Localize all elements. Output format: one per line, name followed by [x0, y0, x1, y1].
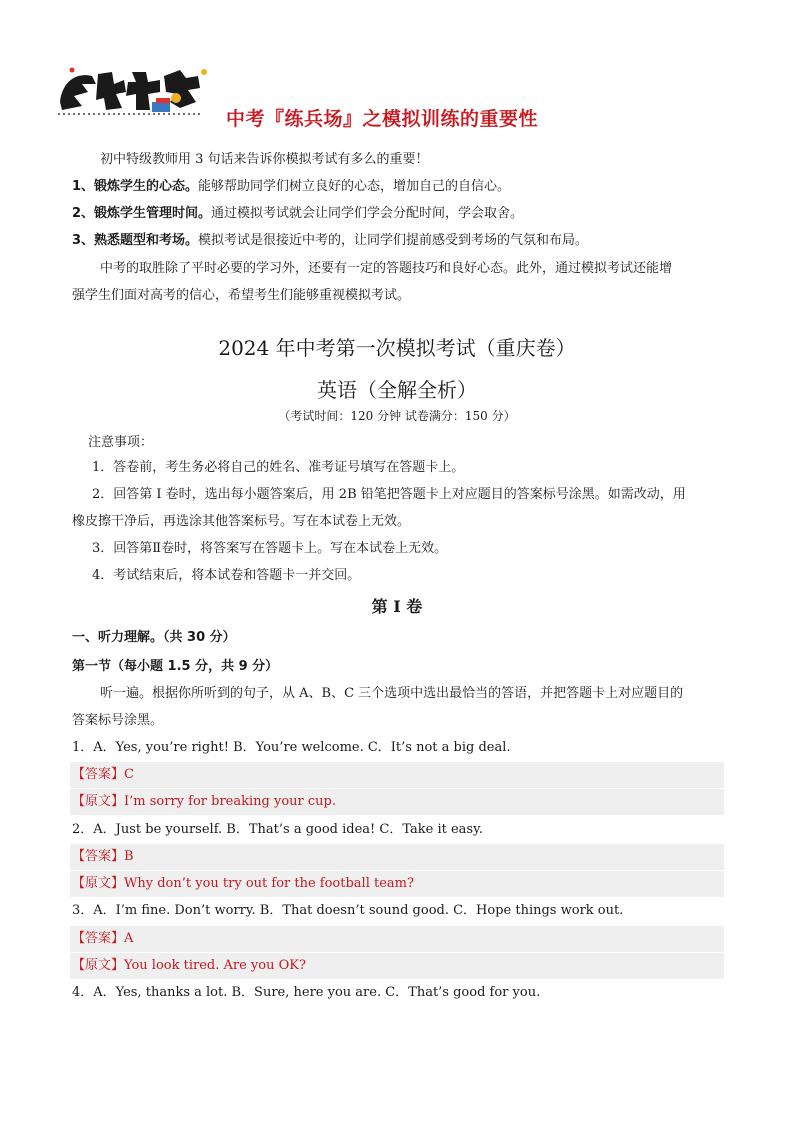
intro-closing-line-1: 中考的取胜除了平时必要的学习外，还要有一定的答题技巧和良好心态。此外，通过模拟考试还能增: [100, 261, 673, 276]
notes-item-4: 4．考试结束后，将本试卷和答题卡一并交回。: [92, 568, 361, 583]
exam-info: （考试时间：120 分钟 试卷满分：150 分）: [278, 409, 516, 423]
logo: [52, 62, 214, 122]
question-4-stem: 4．A．Yes, thanks a lot. B．Sure, here you are. C．That’s good for you.: [72, 985, 541, 1000]
intro-point-head: 2、锻炼学生管理时间。: [72, 206, 212, 221]
source-text: Why don’t you try out for the football team?: [124, 876, 414, 891]
instruction-line-2: 答案标号涂黑。: [72, 713, 164, 728]
intro-point-2: [72, 204, 523, 224]
source-tag: 【原文】: [72, 794, 125, 809]
answer-value: A: [124, 931, 134, 946]
intro-point-1: [72, 177, 510, 197]
answer-tag: 【答案】: [72, 849, 125, 864]
intro-point-head: 3、熟悉题型和考场。: [72, 233, 199, 248]
source-text: You look tired. Are you OK?: [124, 958, 306, 973]
notes-item-2-cont: 橡皮擦干净后，再选涂其他答案标号。写在本试卷上无效。: [72, 514, 411, 529]
question-1-answer: [70, 762, 724, 788]
answer-tag: 【答案】: [72, 767, 125, 782]
notes-item-3: 3．回答第Ⅱ卷时，将答案写在答题卡上。写在本试卷上无效。: [92, 541, 448, 556]
intro-lead: 初中特级教师用 3 句话来告诉你模拟考试有多么的重要！: [100, 152, 429, 167]
notes-item-1: 1．答卷前，考生务必将自己的姓名、准考证号填写在答题卡上。: [92, 460, 465, 475]
source-tag: 【原文】: [72, 876, 125, 891]
exam-title: 2024 年中考第一次模拟考试（重庆卷）: [218, 336, 576, 360]
intro-closing-line-2: 强学生们面对高考的信心，希望考生们能够重视模拟考试。: [72, 288, 411, 303]
question-2-source: [70, 871, 724, 897]
banner-title: 中考『练兵场』之模拟训练的重要性: [226, 108, 539, 130]
intro-point-head: 1、锻炼学生的心态。: [72, 179, 199, 194]
question-3-source: [70, 953, 724, 979]
question-2-answer: [70, 844, 724, 870]
answer-tag: 【答案】: [72, 931, 125, 946]
notes-heading: 注意事项：: [88, 435, 154, 450]
question-2-stem: 2．A．Just be yourself. B．That’s a good idea! C．Take it easy.: [72, 822, 483, 837]
source-text: I’m sorry for breaking your cup.: [124, 794, 336, 809]
source-tag: 【原文】: [72, 958, 125, 973]
section-heading: 一、听力理解。（共 30 分）: [72, 630, 236, 645]
subsection-heading: 第一节（每小题 1.5 分，共 9 分）: [72, 659, 279, 674]
intro-point-text: 模拟考试是很接近中考的，让同学们提前感受到考场的气氛和布局。: [198, 233, 589, 248]
subject-title: 英语（全解全析）: [317, 378, 477, 402]
answer-value: C: [124, 767, 134, 782]
question-1-stem: 1．A．Yes, you’re right! B．You’re welcome. C．It’s not a big deal.: [72, 740, 511, 755]
question-3-answer: [70, 926, 724, 952]
instruction-line-1: 听一遍。根据你所听到的句子，从 A、B、C 三个选项中选出最恰当的答语，并把答题卡上对应题目的: [100, 686, 684, 701]
intro-point-text: 通过模拟考试就会让同学们学会分配时间，学会取舍。: [211, 206, 524, 221]
question-1-source: [70, 789, 724, 815]
intro-point-text: 能够帮助同学们树立良好的心态，增加自己的自信心。: [198, 179, 511, 194]
question-3-stem: 3．A．I’m fine. Don’t worry. B．That doesn’t sound good. C．Hope things work out.: [72, 903, 624, 918]
notes-item-2: 2．回答第 I 卷时，选出每小题答案后，用 2B 铅笔把答题卡上对应题目的答案标号涂黑。如需改动，用: [92, 487, 686, 502]
part-title: 第 I 卷: [371, 597, 423, 616]
logo-graphic: [52, 62, 214, 122]
intro-point-3: [72, 231, 588, 251]
answer-value: B: [124, 849, 134, 864]
